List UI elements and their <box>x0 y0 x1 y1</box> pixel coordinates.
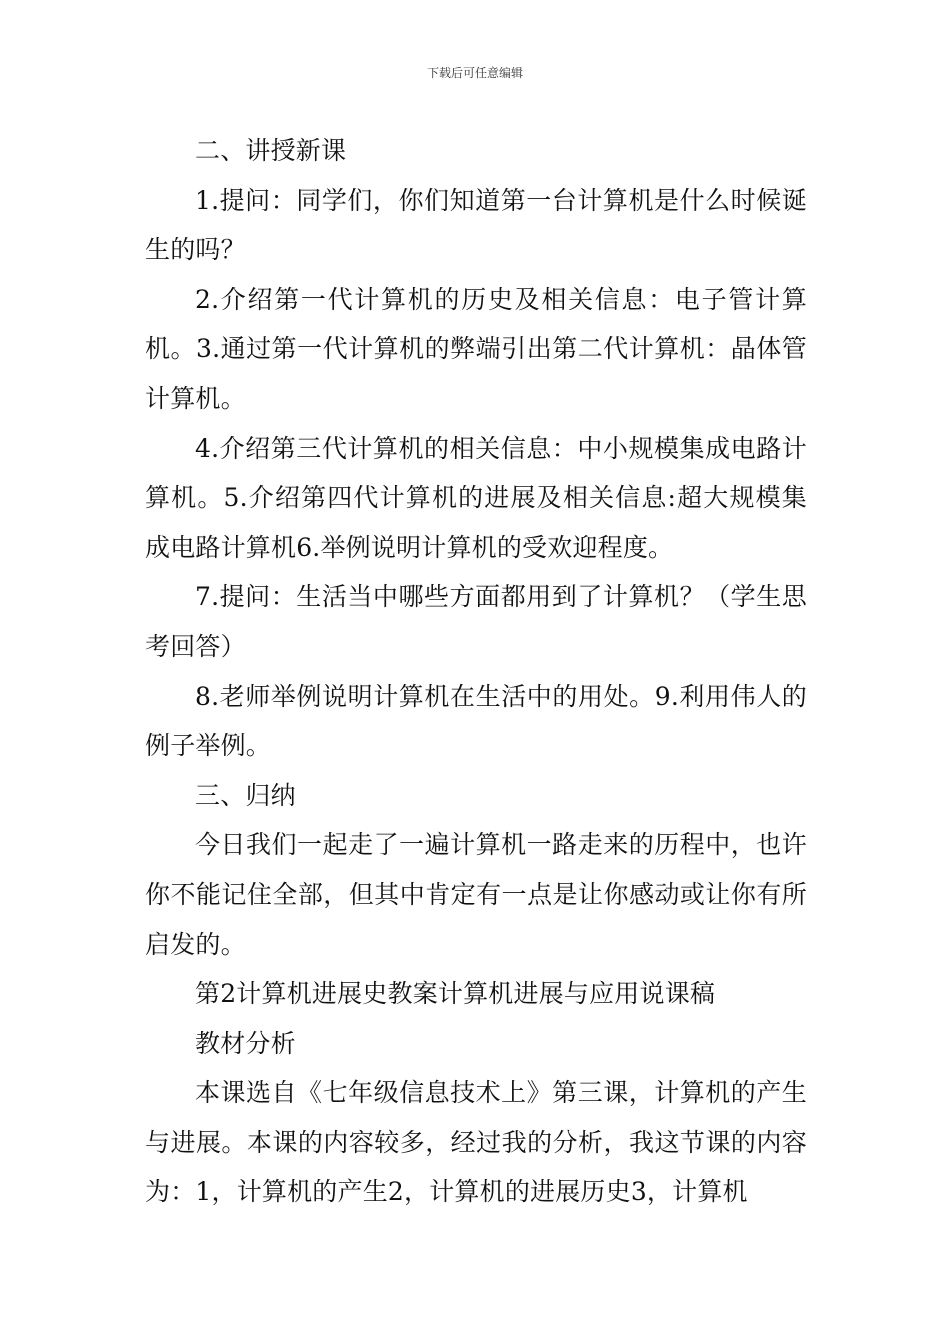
section-heading-summary: 三、归纳 <box>195 780 296 810</box>
paragraph-material-analysis: 本课选自《七年级信息技术上》第三课，计算机的产生与进展。本课的内容较多，经过我的分析，我这节课的内容为：1，计算机的产生2，计算机的进展历史3，计算机 <box>145 1078 807 1207</box>
page-header-note: 下载后可任意编辑 <box>426 66 523 80</box>
document-body <box>145 126 807 1217</box>
document-subtitle: 第2计算机进展史教案计算机进展与应用说课稿 <box>195 979 716 1009</box>
section-heading-material-analysis: 教材分析 <box>195 1028 296 1058</box>
paragraph-generations-1-2: 2.介绍第一代计算机的历史及相关信息：电子管计算机。3.通过第一代计算机的弊端引出第二代计算机：晶体管计算机。 <box>145 284 807 413</box>
paragraph-generations-3-4: 4.介绍第三代计算机的相关信息：中小规模集成电路计算机。5.介绍第四代计算机的进展及相关信息:超大规模集成电路计算机6.举例说明计算机的受欢迎程度。 <box>145 433 807 562</box>
paragraph-question-7: 7.提问：生活当中哪些方面都用到了计算机？（学生思考回答） <box>145 582 807 661</box>
section-heading-new-lesson: 二、讲授新课 <box>195 136 347 165</box>
paragraph-examples-8-9: 8.老师举例说明计算机在生活中的用处。9.利用伟人的例子举例。 <box>145 681 807 761</box>
paragraph-summary: 今日我们一起走了一遍计算机一路走来的历程中，也许你不能记住全部，但其中肯定有一点是让你感动或让你有所启发的。 <box>145 830 807 959</box>
paragraph-question-1: 1.提问：同学们，你们知道第一台计算机是什么时候诞生的吗？ <box>145 185 807 265</box>
